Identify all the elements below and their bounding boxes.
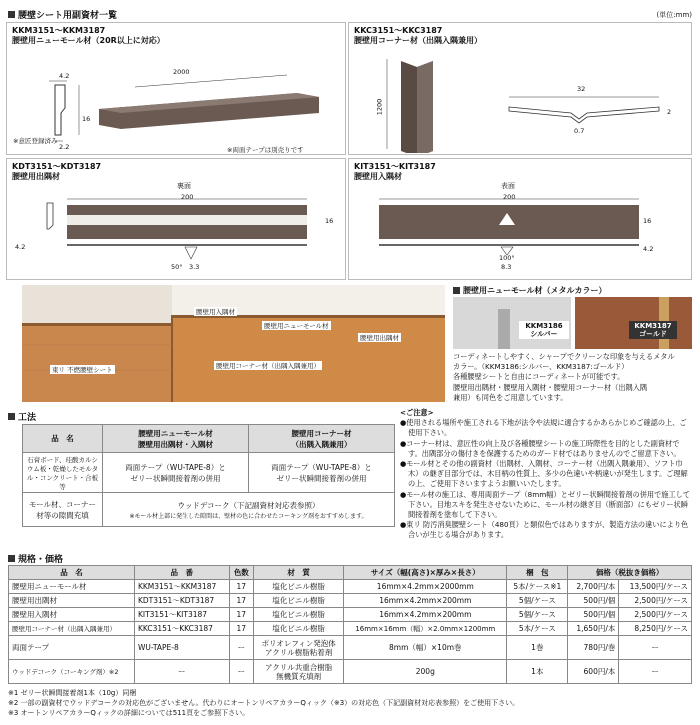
inside-corner-diagram: [369, 191, 689, 271]
tape-note: ※両面テープは別売りです: [227, 146, 304, 154]
product-code: KKC3151～KKC3187: [354, 26, 443, 35]
page-title: 腰壁シート用副資材一覧: [8, 8, 117, 21]
room-illustration: [22, 285, 445, 402]
product-box-inside-corner: [348, 158, 692, 280]
col-material: 材 質: [254, 566, 344, 580]
product-box-molding: [6, 22, 346, 155]
caution-section: [400, 408, 692, 541]
dim-thickness: 2: [667, 108, 672, 116]
col-name: 品 名: [9, 566, 135, 580]
product-code: KIT3151～KIT3187: [354, 162, 436, 171]
photo-label-outside: 腰壁用出隅材: [360, 334, 399, 342]
dim-bottom: 2.2: [59, 143, 70, 151]
dim-width: 200: [503, 193, 516, 201]
room-photo: [22, 285, 445, 402]
table-row: 腰壁用出隅材 KDT3151～KDT3187 17 塩化ビニル樹脂 16mm×4.2mm×200mm 5個/ケース 500円/個 2,500円/ケース: [9, 594, 692, 608]
method-cell: ウッドデコーク（下記副資材対応表参照）: [177, 500, 320, 510]
gold-swatch: [575, 297, 692, 349]
footnote: ※2 一部の副資材でウッドデコークの対応色がございません。代わりにオートンリペアカラーQィック（※3）の対応色（下記副資材対応表参照）をご使用下さい。: [8, 699, 520, 707]
method-header-molding: 腰壁用ニューモール材 腰壁用出隅材・入隅材: [103, 425, 249, 453]
product-box-outside-corner: [6, 158, 346, 280]
col-code: 品 番: [134, 566, 229, 580]
product-name: 腰壁用出隅材: [12, 172, 60, 181]
photo-label-sheet: 東リ 不燃腰壁シート: [52, 366, 113, 374]
col-price: 価格（税抜き価格）: [568, 566, 692, 580]
product-code: KDT3151～KDT3187: [12, 162, 102, 171]
method-header-corner: 腰壁用コーナー材 （出隅入隅兼用）: [248, 425, 394, 453]
table-row: 腰壁用入隅材 KIT3151～KIT3187 17 塩化ビニル樹脂 16mm×4.2mm×200mm 5個/ケース 500円/個 2,500円/ケース: [9, 608, 692, 622]
footnote: ※1 ゼリー状瞬間接着剤1本（10g）同梱: [8, 689, 137, 697]
silver-label: KKM3186 シルバー: [519, 321, 569, 339]
col-pack: 梱 包: [507, 566, 568, 580]
dim-thickness: 4.2: [643, 245, 654, 253]
dim-gap: 8.3: [501, 263, 512, 271]
caution-item: ●モール材の施工は、専用両面テープ（8mm幅）とゼリー状瞬間接着剤の併用で施工して下さい。目地スキを発生させないために、モール材の継ぎ目（断面部）にもゼリー状瞬間接着剤を塗布して下さい。: [400, 489, 691, 520]
price-table: [8, 565, 692, 684]
method-row-gap: モール材、コーナー材等の隙間充填: [23, 493, 103, 527]
footnotes: [8, 688, 692, 718]
method-row-substrate: 石膏ボード、珪酸カルシウム板・乾燥したモルタル・コンクリート・合板等: [23, 453, 103, 493]
dim-height: 16: [643, 217, 652, 225]
design-note: ※意匠登録済み: [13, 137, 58, 145]
corner-diagram: [369, 53, 689, 153]
method-table: [22, 424, 395, 527]
method-title: 工法: [8, 410, 36, 423]
dim-height: 16: [325, 217, 334, 225]
table-row: 腰壁用コーナー材（出隅入隅兼用） KKC3151～KKC3187 17 塩化ビニル樹脂 16mm×16mm（幅）×2.0mm×1200mm 5本/ケース 1,650円/本 8,250円/ケース: [9, 622, 692, 636]
product-code: KKM3151～KKM3187: [12, 26, 106, 35]
dim-gap: 0.7: [574, 127, 585, 135]
table-row: 両面テープ WU-TAPE-8 ー ポリオレフィン発泡体 アクリル樹脂粘着剤 8mm（幅）×10m巻 1巻 780円/巻 ー: [9, 636, 692, 660]
prices-title: 規格・価格: [8, 552, 63, 565]
dim-width: 32: [577, 85, 586, 93]
photo-label-molding: 腰壁用ニューモール材: [264, 322, 329, 330]
product-name: 腰壁用入隅材: [354, 172, 402, 181]
dim-top: 4.2: [59, 72, 70, 80]
dim-length: 2000: [173, 68, 190, 76]
footnote: ※3 オートンリペアカラーQィックの詳細については511頁をご参照下さい。: [8, 709, 250, 717]
unit-note: (単位:mm): [656, 11, 692, 19]
metal-title: 腰壁用ニューモール材（メタルカラー）: [453, 285, 607, 296]
col-size: サイズ（幅(高さ)×厚み×長さ）: [344, 566, 507, 580]
method-cell: 両面テープ（WU-TAPE-8）と ゼリー状瞬間接着剤の併用: [248, 453, 394, 493]
method-subnote: ※モール材上部に発生した隙間は、壁材の色に合わせたコーキング剤をおすすめします。: [129, 512, 368, 520]
dim-angle: 50°: [171, 263, 183, 271]
product-name: 腰壁用コーナー材（出隅入隅兼用）: [354, 36, 482, 45]
table-row: ウッドデコーク（コーキング剤）※2 ー ー アクリル共重合樹脂 無機質充填剤 200g 1本 600円/本 ー: [9, 660, 692, 684]
table-row: 腰壁用ニューモール材 KKM3151～KKM3187 17 塩化ビニル樹脂 16mm×4.2mm×2000mm 5本/ケース※1 2,700円/本 13,500円/ケース: [9, 580, 692, 594]
dim-gap: 3.3: [189, 263, 200, 271]
method-header-name: 品 名: [23, 425, 103, 453]
caution-item: ●使用される場所や施工される下地が法令や法規に適合するかあらかじめご確認の上、ご使用下さい。: [400, 418, 687, 438]
metal-description: コーディネートしやすく、シャープでクリーンな印象を与えるメタル カラー。（KKM3186:シルバー、KKM3187:ゴールド） 各種腰壁シートと自由にコーディネートが可能です。 腰壁用出隅材・腰壁用入隅材・腰壁用コーナー材（出隅入隅 兼用）も同色をご用意しています。: [453, 352, 675, 402]
product-box-corner: [348, 22, 692, 155]
photo-label-inside: 腰壁用入隅材: [196, 308, 235, 316]
caution-item: ●モール材とその他の副資材（出隅材、入隅材、コーナー材（出隅入隅兼用）、ソフト巾木）の継ぎ目部分では、木目柄の性質上、多少の色違いや柄違いが発生します。ご理解の上、ご使用下さいますようお願いいたします。: [400, 459, 688, 489]
product-name: 腰壁用ニューモール材（20R以上に対応）: [12, 36, 165, 45]
side-label: 表面: [501, 182, 515, 190]
dim-thickness: 4.2: [15, 243, 26, 251]
dim-angle: 100°: [499, 254, 515, 262]
outside-corner-diagram: [37, 191, 337, 271]
photo-label-corner: 腰壁用コーナー材（出隅入隅兼用）: [216, 362, 320, 370]
side-label: 裏面: [177, 182, 191, 190]
silver-swatch: [453, 297, 571, 349]
caution-item: ●東リ 防汚消臭腰壁シート（480頁）と類似色ではありますが、製造方法の違いにより色合いが生じる場合があります。: [400, 520, 689, 540]
dim-width: 200: [181, 193, 194, 201]
dim-height: 1200: [375, 98, 384, 116]
caution-title: <ご注意>: [400, 408, 434, 417]
dim-height: 16: [82, 115, 91, 123]
gold-label: KKM3187 ゴールド: [629, 321, 677, 339]
method-cell: 両面テープ（WU-TAPE-8）と ゼリー状瞬間接着剤の併用: [103, 453, 249, 493]
col-colors: 色数: [229, 566, 253, 580]
caution-item: ●コーナー材は、意匠性の向上及び各種腰壁シートの施工時際性を目的とした副資材です。出隅部分の傷付きを保護するためのガード材ではありませんのでご留意下さい。: [400, 438, 681, 458]
